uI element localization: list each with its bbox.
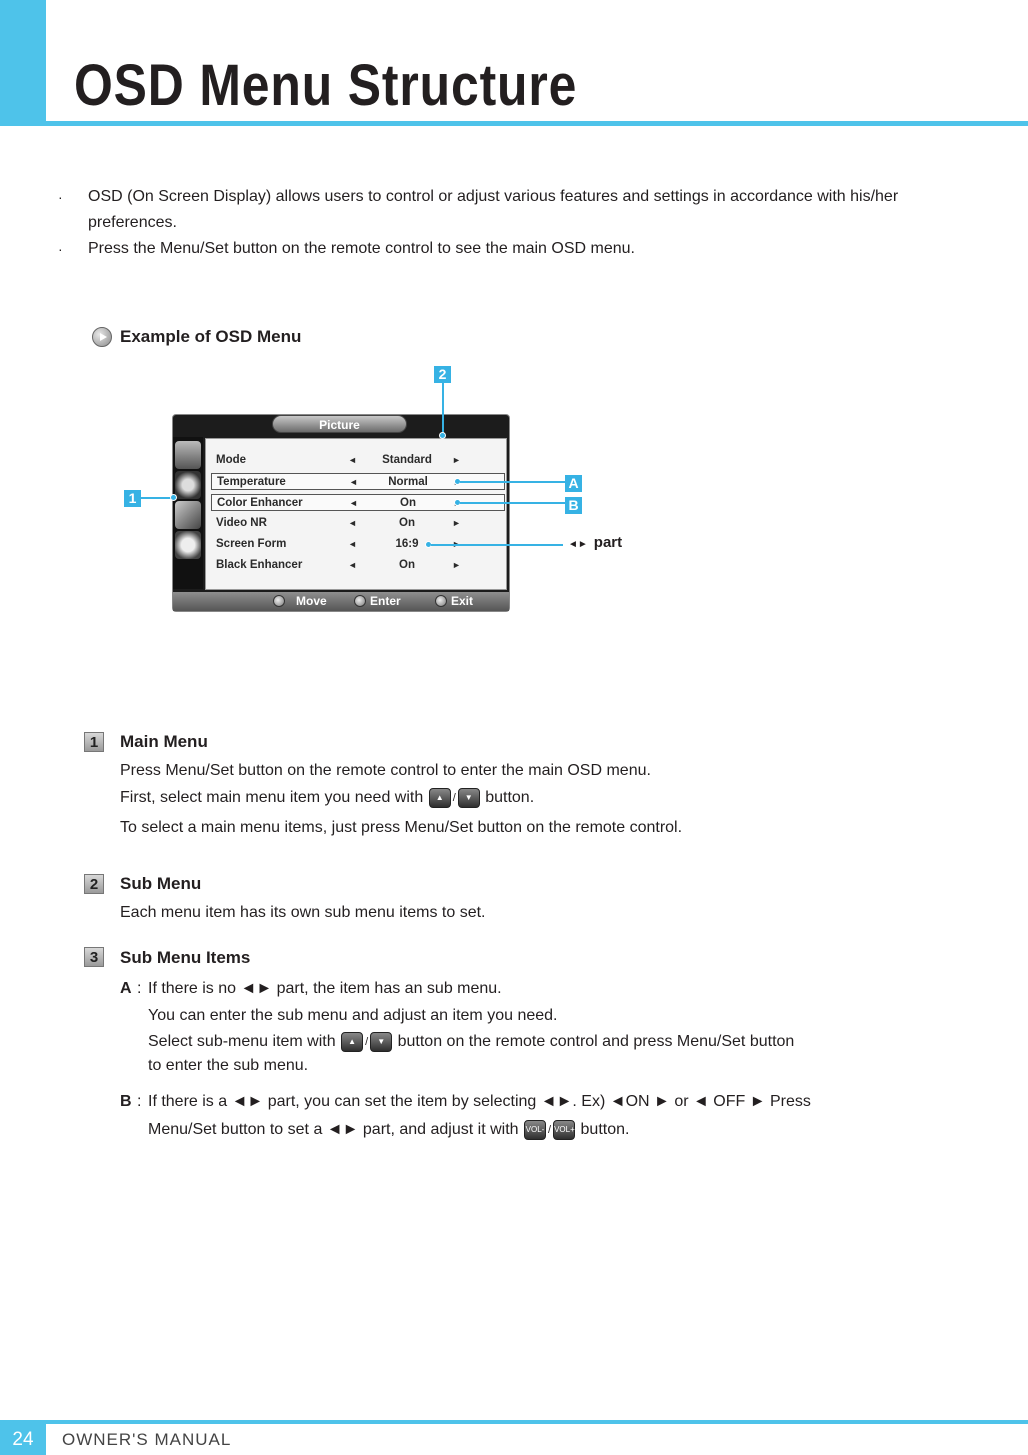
move-button-icon xyxy=(273,595,285,607)
left-arrow-icon: ◄ xyxy=(348,455,357,465)
part-label xyxy=(568,534,622,551)
callout-2: 2 xyxy=(434,366,451,383)
callout-2-dot xyxy=(439,432,446,439)
section-text: You can enter the sub menu and adjust an item you need. xyxy=(148,1007,558,1024)
callout-1-leader xyxy=(141,497,173,499)
osd-row-value: On xyxy=(400,497,416,509)
section-text: Each menu item has its own sub menu items to set. xyxy=(120,904,486,921)
osd-footer-bar xyxy=(173,592,509,611)
item-label-a: A xyxy=(120,980,132,997)
osd-footer-enter: Enter xyxy=(370,594,401,608)
section-text: To select a main menu items, just press Menu/Set button on the remote control. xyxy=(120,819,683,836)
left-arrow-icon: ◄ xyxy=(349,477,358,487)
osd-row-label: Mode xyxy=(216,454,247,466)
osd-row-value: 16:9 xyxy=(395,538,419,550)
vol-plus-button-icon: VOL+ xyxy=(553,1120,575,1140)
left-right-arrows-icon: ◄► xyxy=(568,539,588,550)
section-text: First, select main menu item you need with ▲ / ▼ button. xyxy=(120,789,535,807)
down-button-icon: ▼ xyxy=(458,788,480,808)
left-arrow-icon: ◄ xyxy=(348,560,357,570)
left-arrow-icon: ◄ xyxy=(349,498,358,508)
section-number-badge: 2 xyxy=(84,874,104,894)
osd-main-menu-icons xyxy=(173,437,203,589)
osd-row xyxy=(211,515,505,532)
colon: : xyxy=(137,1093,142,1110)
section-text: to enter the sub menu. xyxy=(148,1057,309,1074)
page-title: OSD Menu Structure xyxy=(74,53,578,118)
up-button-icon: ▲ xyxy=(341,1032,363,1052)
right-arrow-icon: ► xyxy=(452,560,461,570)
time-clock-icon xyxy=(175,531,201,559)
osd-row xyxy=(211,557,505,574)
osd-row-value: Normal xyxy=(388,476,428,488)
header-rule xyxy=(46,121,1028,126)
osd-row-value: On xyxy=(399,559,415,571)
section-text: Menu/Set button to set a ◄► part, and adjust it with VOL- / VOL+ button. xyxy=(148,1121,630,1139)
example-heading: Example of OSD Menu xyxy=(120,327,302,346)
bullet-dot: · xyxy=(58,189,63,205)
section-text: If there is no ◄► part, the item has an sub menu. xyxy=(148,980,502,997)
play-circle-icon xyxy=(92,327,112,347)
left-arrow-icon: ◄ xyxy=(348,539,357,549)
down-button-icon: ▼ xyxy=(370,1032,392,1052)
osd-row-label: Color Enhancer xyxy=(217,497,303,509)
left-arrow-icon: ◄ xyxy=(348,518,357,528)
footer-rule xyxy=(0,1420,1028,1424)
callout-1-dot xyxy=(170,494,177,501)
page-number: 24 xyxy=(0,1424,46,1455)
osd-footer-move: Move xyxy=(296,594,327,608)
right-arrow-icon: ► xyxy=(452,518,461,528)
setup-tools-icon xyxy=(175,501,201,529)
intro-bullet-1: OSD (On Screen Display) allows users to control or adjust various features and settings in accordance with his/her xyxy=(88,188,899,205)
intro-bullet-1-cont: preferences. xyxy=(88,214,177,231)
footer-label: OWNER'S MANUAL xyxy=(62,1430,232,1449)
item-label-b: B xyxy=(120,1093,132,1110)
section-heading: Sub Menu Items xyxy=(120,948,251,967)
callout-b-leader xyxy=(460,502,566,504)
section-text: If there is a ◄► part, you can set the item by selecting ◄►. Ex) ◄ON ► or ◄ OFF ► Press xyxy=(148,1093,811,1110)
right-arrow-icon: ► xyxy=(452,455,461,465)
callout-part-leader xyxy=(431,544,563,546)
sound-menu-icon xyxy=(175,471,201,499)
picture-menu-icon xyxy=(175,441,201,469)
callout-a: A xyxy=(565,475,582,492)
exit-button-icon xyxy=(435,595,447,607)
callout-2-leader xyxy=(442,383,444,435)
section-text: Press Menu/Set button on the remote control to enter the main OSD menu. xyxy=(120,762,651,779)
osd-row-label: Temperature xyxy=(217,476,286,488)
section-text: Select sub-menu item with ▲ / ▼ button on the remote control and press Menu/Set button xyxy=(148,1033,795,1051)
callout-a-leader xyxy=(460,481,566,483)
intro-bullet-2: Press the Menu/Set button on the remote control to see the main OSD menu. xyxy=(88,240,635,257)
up-button-icon: ▲ xyxy=(429,788,451,808)
section-number-badge: 1 xyxy=(84,732,104,752)
osd-row-label: Screen Form xyxy=(216,538,287,550)
section-heading: Sub Menu xyxy=(120,874,202,893)
osd-row-label: Black Enhancer xyxy=(216,559,303,571)
section-heading: Main Menu xyxy=(120,732,208,751)
osd-row-value: Standard xyxy=(382,454,432,466)
osd-row-label: Video NR xyxy=(216,517,267,529)
osd-row-value: On xyxy=(399,517,415,529)
colon: : xyxy=(137,980,142,997)
osd-row xyxy=(211,452,505,469)
osd-footer-exit: Exit xyxy=(451,594,474,608)
part-text: part xyxy=(593,534,623,551)
vol-minus-button-icon: VOL- xyxy=(524,1120,546,1140)
callout-b: B xyxy=(565,497,582,514)
callout-1: 1 xyxy=(124,490,141,507)
bullet-dot: · xyxy=(58,241,63,257)
osd-tab-picture: Picture xyxy=(272,415,407,433)
enter-button-icon xyxy=(354,595,366,607)
header-accent-block xyxy=(0,0,46,126)
section-number-badge: 3 xyxy=(84,947,104,967)
